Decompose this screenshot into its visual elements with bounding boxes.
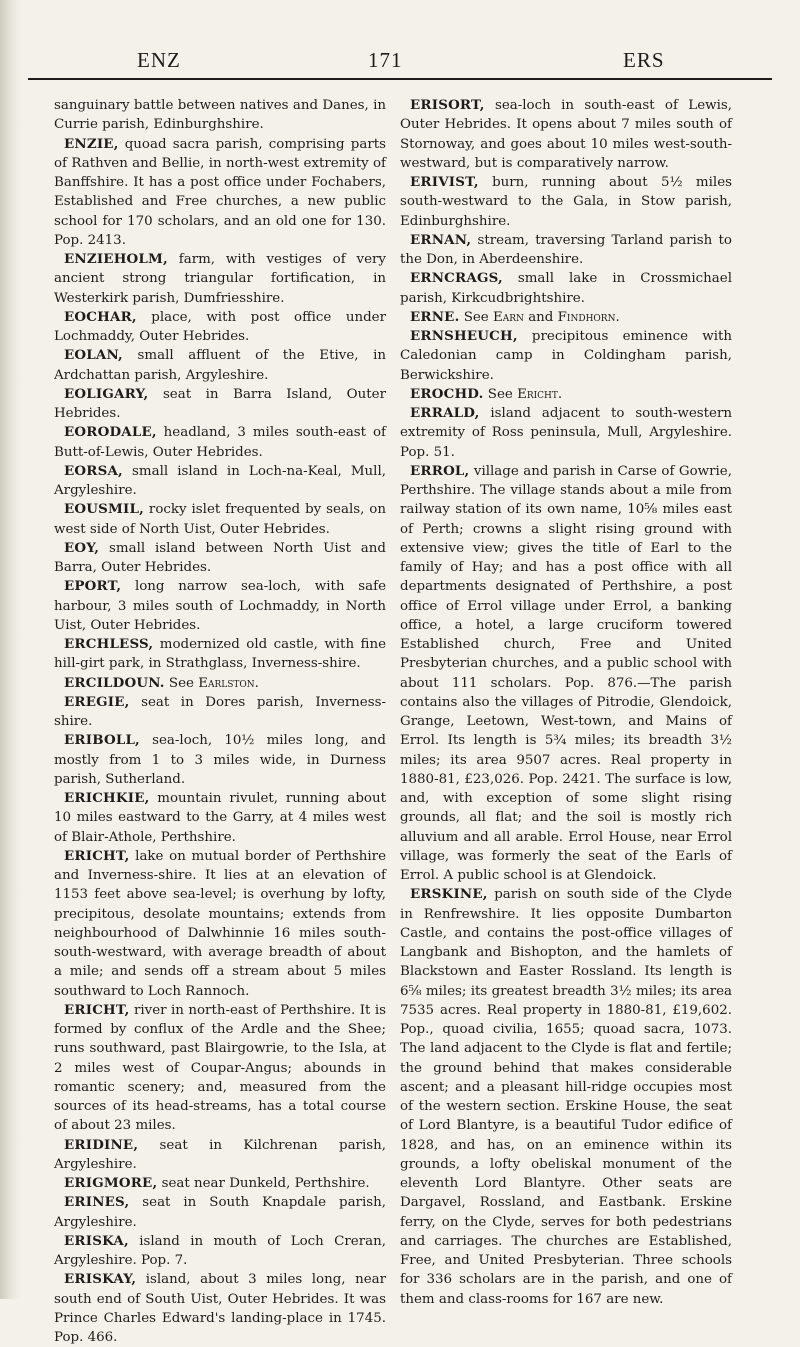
entry-text: island adjacent to south-western extremity of Ross peninsula, Mull, Argyleshire. Pop. 51. [400, 406, 732, 460]
gazetteer-entry [54, 731, 386, 789]
entry-headword: ERIBOLL, [64, 732, 140, 749]
entry-text: headland, 3 miles south-east of Butt-of-Lewis, Outer Hebrides. [54, 425, 386, 460]
entry-text: seat in Dores parish, Inverness-shire. [54, 694, 386, 729]
gazetteer-entry [400, 96, 732, 173]
entry-headword: EPORT, [64, 578, 122, 595]
entry-text: river in north-east of Perthshire. It is formed by conflux of the Ardle and the Shee; runs southward, past Blairgowrie, to the Isla, at 2 miles west of Coupar-Angus; abounds in romantic scenery; and, measured from the sources of its head-streams, has a total course of about 23 miles. [54, 1002, 386, 1134]
entry-text: seat in South Knapdale parish, Argyleshire. [54, 1195, 386, 1230]
entry-text: village and parish in Carse of Gowrie, Perthshire. The village stands about a mile from railway station of its own name, 10⅝ miles east of Perth; crowns a slight rising ground with extensive view; gives the title of Earl to the family of Hay; and has a post office with all departments designated of Perthshire, a post office of Errol village under Errol, a banking office, a hotel, a large cruciform towered Established church, Free and United Presbyterian churches, and a public school with about 111 scholars. Pop. 876.—The parish contains also the villages of Pitrodie, Glendoick, Grange, Leetown, West-town, and Mains of Errol. Its length is 5¾ miles; its breadth 3½ miles; its area 9507 acres. Real property in 1880-81, £23,026. Pop. 2421. The surface is low, and, with exception of some slight rising grounds, all flat; and the soil is mostly rich alluvium and all arable. Errol House, near Errol village, was formerly the seat of the Earls of Errol. A public school is at Glendoick. [400, 463, 732, 883]
entry-headword: ERNCRAGS, [410, 270, 503, 287]
gazetteer-entry [54, 250, 386, 308]
entry-text: seat in Barra Island, Outer Hebrides. [54, 386, 386, 421]
gazetteer-entry [54, 577, 386, 635]
gazetteer-entry [54, 346, 386, 385]
entry-headword: ERISKA, [64, 1232, 129, 1249]
page-binding-shadow [0, 0, 22, 1299]
entry-headword: ERRALD, [410, 405, 480, 421]
gazetteer-entry [54, 1174, 386, 1193]
entry-headword: EROCHD. [410, 385, 484, 402]
entry-text: small island in Loch-na-Keal, Mull, Argyleshire. [54, 463, 386, 498]
gazetteer-entry [54, 96, 386, 135]
gazetteer-entry [54, 462, 386, 501]
entry-text: small island between North Uist and Barra, Outer Hebrides. [54, 540, 386, 575]
entry-text: long narrow sea-loch, with safe harbour, 3 miles south of Lochmaddy, in North Uist, Outer Hebrides. [54, 579, 386, 633]
entry-text: small lake in Crossmichael parish, Kirkcudbrightshire. [400, 271, 732, 306]
entry-headword: ERSKINE, [410, 886, 488, 903]
entry-headword: ERICHT, [64, 847, 130, 864]
entry-headword: ERIVIST, [410, 174, 479, 190]
right-column [400, 96, 732, 1309]
gazetteer-entry [400, 462, 732, 886]
entry-headword: ERICHKIE, [64, 790, 150, 806]
gazetteer-entry [54, 1193, 386, 1232]
gazetteer-entry [54, 635, 386, 674]
gazetteer-entry [54, 693, 386, 732]
entry-text: parish on south side of the Clyde in Renfrewshire. It lies opposite Dumbarton Castle, and contains the post-office villages of Langbank and Bishopton, and the hamlets of Blackstown and Easter Rossland. Its length is 6⅝ miles; its greatest breadth 3½ miles; its area 7535 acres. Real property in 1880-81, £19,602. Pop., quoad civilia, 1655; quoad sacra, 1073. The land adjacent to the Clyde is flat and fertile; the ground behind that makes considerable ascent; and a pleasant hill-ridge occupies most of the western section. Erskine House, the seat of Lord Blantyre, is a beautiful Tudor edifice of 1828, and has, on an eminence within its grounds, a lofty obeliskal monument of the eleventh Lord Blantyre. Other seats are Dargavel, Rossland, and Eastbank. Erskine ferry, on the Clyde, serves for both pedestrians and carriages. The churches are Established, Free, and United Presbyterian. Three schools for 336 scholars are in the parish, and one of them and class-rooms for 167 are new. [400, 887, 732, 1307]
entry-text: seat near Dunkeld, Perthshire. [157, 1176, 370, 1191]
gazetteer-entry [54, 847, 386, 1001]
entry-headword: EORSA, [64, 462, 123, 479]
gazetteer-entry [54, 674, 386, 693]
gazetteer-entry [54, 1136, 386, 1175]
entry-text: island, about 3 miles long, near south end of South Uist, Outer Hebrides. It was Prince Charles Edward's landing-place in 1745. Pop. 466. [54, 1272, 386, 1345]
entry-headword: EREGIE, [64, 693, 130, 710]
gazetteer-entry [400, 385, 732, 404]
entry-headword: ERIDINE, [64, 1136, 139, 1153]
entry-text: and [523, 309, 558, 325]
entry-headword: ERCILDOUN. [64, 674, 165, 691]
gazetteer-entry [400, 885, 732, 1309]
left-column [54, 96, 386, 1347]
entry-headword: ERROL, [410, 462, 470, 479]
gazetteer-entry [400, 269, 732, 308]
gazetteer-entry [54, 789, 386, 847]
entry-headword: ERNAN, [410, 231, 472, 248]
cross-reference: Earlston [198, 675, 255, 691]
entry-text: rocky islet frequented by seals, on west side of North Uist, Outer Hebrides. [54, 502, 386, 537]
entry-text: . [254, 675, 259, 691]
entry-text: island in mouth of Loch Creran, Argyleshire. Pop. 7. [54, 1233, 386, 1268]
entry-text: quoad sacra parish, comprising parts of Rathven and Bellie, in north-west extremity of Banffshire. It has a post office under Fochabers, Established and Free churches, a new public school for 170 scholars, and an old one for 130. Pop. 2413. [54, 136, 386, 248]
gazetteer-entry [400, 308, 732, 327]
entry-text: small affluent of the Etive, in Ardchattan parish, Argyleshire. [54, 348, 386, 383]
entry-text: . [615, 309, 620, 325]
entry-text: See [483, 386, 518, 402]
entry-text: See [164, 675, 199, 691]
entry-text: mountain rivulet, running about 10 miles eastward to the Garry, at 4 miles west of Blair-Athole, Perthshire. [54, 791, 386, 845]
entry-headword: EOLAN, [64, 347, 123, 364]
gazetteer-entry [54, 308, 386, 347]
gazetteer-entry [54, 539, 386, 578]
entry-text: sea-loch in south-east of Lewis, Outer Hebrides. It opens about 7 miles south of Stornoway, and goes about 10 miles west-south-westward, but is comparatively narrow. [400, 98, 732, 171]
running-header [28, 44, 772, 80]
gazetteer-entry [400, 173, 732, 231]
gazetteer-entry [54, 1270, 386, 1347]
entry-headword: ERCHLESS, [64, 636, 154, 652]
entry-text: modernized old castle, with fine hill-girt park, in Strathglass, Inverness-shire. [54, 637, 386, 672]
entry-text: stream, traversing Tarland parish to the Don, in Aberdeenshire. [400, 232, 732, 267]
entry-headword: EOLIGARY, [64, 385, 149, 402]
gazetteer-entry [54, 1232, 386, 1271]
entry-headword: ERINES, [64, 1194, 130, 1211]
gazetteer-entry [54, 500, 386, 539]
page-number: 171 [368, 48, 403, 72]
gazetteer-entry [54, 423, 386, 462]
entry-text: sanguinary battle between natives and Danes, in Currie parish, Edinburghshire. [54, 98, 386, 133]
gazetteer-entry [54, 1001, 386, 1136]
entry-text: farm, with vestiges of very ancient strong triangular fortification, in Westerkirk parish, Dumfriesshire. [54, 252, 386, 306]
entry-text: precipitous eminence with Caledonian camp in Coldingham parish, Berwickshire. [400, 329, 732, 383]
gazetteer-entry [54, 385, 386, 424]
entry-text: . [557, 386, 563, 402]
entry-text: sea-loch, 10½ miles long, and mostly from 1 to 3 miles wide, in Durness parish, Sutherland. [54, 733, 386, 787]
entry-text: lake on mutual border of Perthshire and Inverness-shire. It lies at an elevation of 1153 feet above sea-level; is overhung by lofty, precipitous, desolate mountains; extends from neighbourhood of Dalwhinnie 16 miles south-south-westward, with average breadth of about a mile; and sends off a stream about 5 miles southward to Loch Rannoch. [54, 848, 386, 999]
entry-headword: ERNSHEUCH, [410, 328, 518, 344]
entry-headword: EORODALE, [64, 424, 157, 441]
gazetteer-entry [54, 135, 386, 251]
entry-headword: ERICHT, [64, 1001, 130, 1018]
entry-headword: ENZIEHOLM, [64, 251, 168, 267]
cross-reference: Findhorn [557, 309, 616, 325]
cross-reference: Earn [493, 309, 524, 325]
entry-headword: ENZIE, [64, 135, 119, 152]
gazetteer-entry [400, 327, 732, 385]
entry-headword: EOCHAR, [64, 308, 137, 325]
entry-headword: ERISORT, [410, 97, 485, 113]
gazetteer-entry [400, 231, 732, 270]
entry-text: place, with post office under Lochmaddy, Outer Hebrides. [54, 309, 386, 344]
entry-headword: ERISKAY, [64, 1271, 137, 1288]
entry-headword: ERIGMORE, [64, 1175, 158, 1191]
gazetteer-entry [400, 404, 732, 462]
entry-headword: EOY, [64, 539, 100, 556]
entry-text: burn, running about 5½ miles south-westward to the Gala, in Stow parish, Edinburghshire. [400, 175, 732, 229]
header-right-guideword: ERS [623, 48, 665, 72]
cross-reference: Ericht [517, 386, 558, 402]
entry-headword: EOUSMIL, [64, 501, 144, 518]
entry-text: seat in Kilchrenan parish, Argyleshire. [54, 1137, 386, 1172]
header-left-guideword: ENZ [137, 48, 181, 72]
entry-text: See [459, 309, 493, 325]
entry-headword: ERNE. [410, 308, 460, 325]
